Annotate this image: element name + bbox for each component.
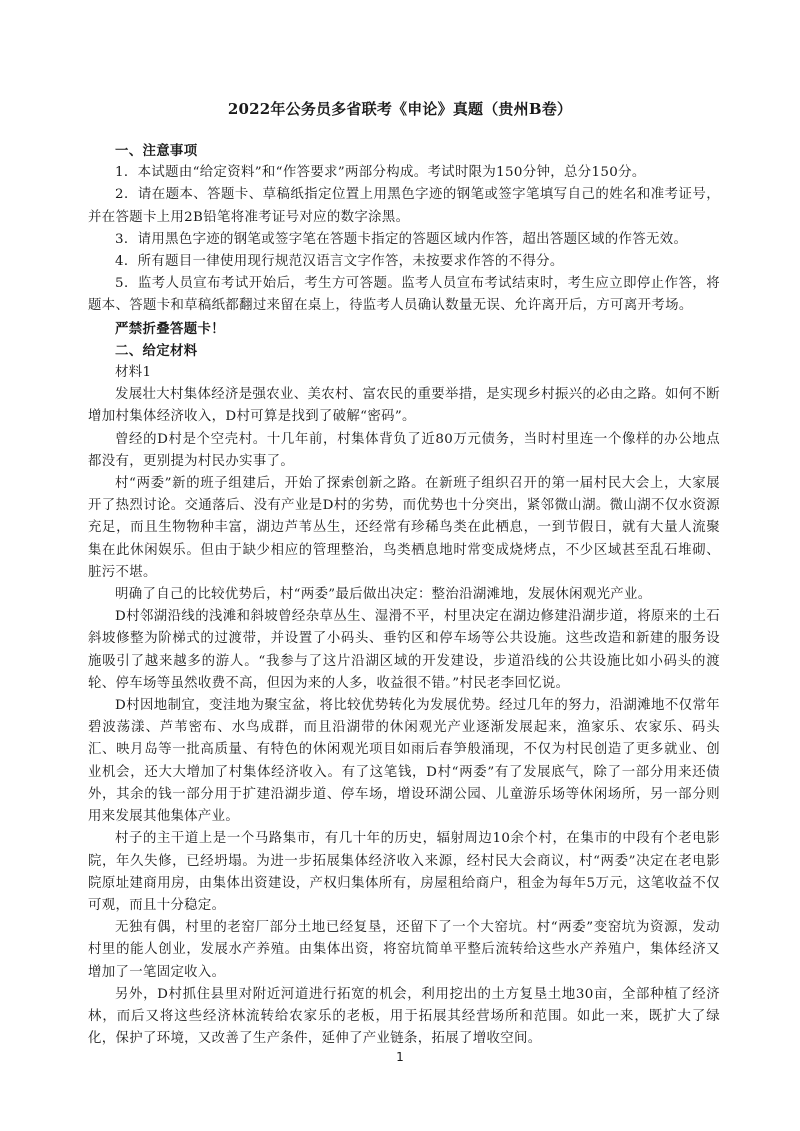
- material-paragraph: D村邻湖沿线的浅滩和斜坡曾经杂草丛生、湿滑不平，村里决定在湖边修建沿湖步道，将原来的土石斜坡修整为阶梯式的过渡带，并设置了小码头、垂钓区和停车场等公共设施。这些改造和新建的服务设施吸引了越来越多的游人。“我参与了这片沿湖区域的开发建设，步道沿线的公共设施比如小码头的渡轮、停车场等虽然收费不高，但因为来的人多，收益很不错。”村民老李回忆说。: [88, 609, 720, 691]
- material-paragraph: 村子的主干道上是一个马路集市，有几十年的历史，辐射周边10余个村，在集市的中段有个老电影院，年久失修，已经坍塌。为进一步拓展集体经济收入来源，经村民大会商议，村“两委”决定在老电影院原址建商用房，由集体出资建设，产权归集体所有，房屋租给商户，租金为每年5万元，这笔收益不仅可观，而且十分稳定。: [88, 831, 720, 913]
- notice-item: 5．监考人员宣布考试开始后，考生方可答题。监考人员宣布考试结束时，考生应立即停止作答，将题本、答题卡和草稿纸都翻过来留在桌上，待监考人员确认数量无误、允许离开后，方可离开考场。: [88, 276, 720, 314]
- material-paragraph: 另外，D村抓住县里对附近河道进行拓宽的机会，利用挖出的土方复垦土地30亩，全部种植了经济林，而后又将这些经济林流转给农家乐的老板，用于拓展其经营场所和范围。如此一来，既扩大了绿化，保护了环境，又改善了生产条件，延伸了产业链条，拓展了增收空间。: [88, 986, 720, 1047]
- notice-item: 1．本试题由“给定资料”和“作答要求”两部分构成。考试时限为150分钟，总分150分。: [115, 165, 646, 181]
- material-paragraph: D村因地制宜，变洼地为聚宝盆，将比较优势转化为发展优势。经过几年的努力，沿湖滩地不仅常年碧波荡漾、芦苇密布、水鸟成群，而且沿湖带的休闲观光产业逐渐发展起来，渔家乐、农家乐、码头汇、映月岛等一批高质量、有特色的休闲观光项目如雨后春笋般涌现，不仅为村民创造了更多就业、创业机会，还大大增加了村集体经济收入。有了这笔钱，D村“两委”有了发展底气，除了一部分用来还债外，其余的钱一部分用于扩建沿湖步道、停车场，增设环湖公园、儿童游乐场等休闲场所，另一部分则用来发展其他集体产业。: [88, 698, 720, 825]
- material-label: 材料1: [115, 365, 152, 381]
- material-paragraph: 无独有偶，村里的老窑厂部分土地已经复垦，还留下了一个大窑坑。村“两委”变窑坑为资源，发动村里的能人创业，发展水产养殖。由集体出资，将窑坑简单平整后流转给这些水产养殖户，集体经济又增加了一笔固定收入。: [88, 920, 720, 980]
- notice-item: 3．请用黑色字迹的钢笔或签字笔在答题卡指定的答题区域内作答，超出答题区域的作答无效。: [115, 231, 688, 247]
- material-paragraph: 村“两委”新的班子组建后，开始了探索创新之路。在新班子组织召开的第一届村民大会上，大家展开了热烈讨论。交通落后、没有产业是D村的劣势，而优势也十分突出，紧邻微山湖。微山湖不仅水资源充足，而且生物物种丰富，湖边芦苇丛生，还经常有珍稀鸟类在此栖息，一到节假日，就有大量人流聚集在此休闲娱乐。但由于缺少相应的管理整治，鸟类栖息地时常变成烧烤点，不少区域甚至乱石堆砌、脏污不堪。: [88, 476, 720, 580]
- notice-item: 4．所有题目一律使用现行规范汉语言文字作答，未按要求作答的不得分。: [115, 254, 564, 270]
- notice-item: 2．请在题本、答题卡、草稿纸指定位置上用黑色字迹的钢笔或签字笔填写自己的姓名和准考证号，并在答题卡上用2B铅笔将准考证号对应的数字涂黑。: [88, 187, 720, 225]
- page-number: 1: [396, 1050, 404, 1064]
- materials-heading: 二、给定材料: [115, 342, 198, 359]
- notice-warning: 严禁折叠答题卡！: [115, 320, 225, 337]
- document-title: 2022年公务员多省联考《申论》真题（贵州B卷）: [227, 100, 573, 118]
- material-paragraph: 明确了自己的比较优势后，村“两委”最后做出决定：整治沿湖滩地，发展休闲观光产业。: [115, 587, 652, 603]
- material-paragraph: 发展壮大村集体经济是强农业、美农村、富农民的重要举措，是实现乡村振兴的必由之路。如何不断增加村集体经济收入，D村可算是找到了破解“密码”。: [88, 387, 720, 425]
- material-paragraph: 曾经的D村是个空壳村。十几年前，村集体背负了近80万元债务，当时村里连一个像样的办公地点都没有，更别提为村民办实事了。: [88, 431, 720, 469]
- document-body: [88, 140, 720, 1050]
- notice-heading: 一、注意事项: [115, 143, 198, 159]
